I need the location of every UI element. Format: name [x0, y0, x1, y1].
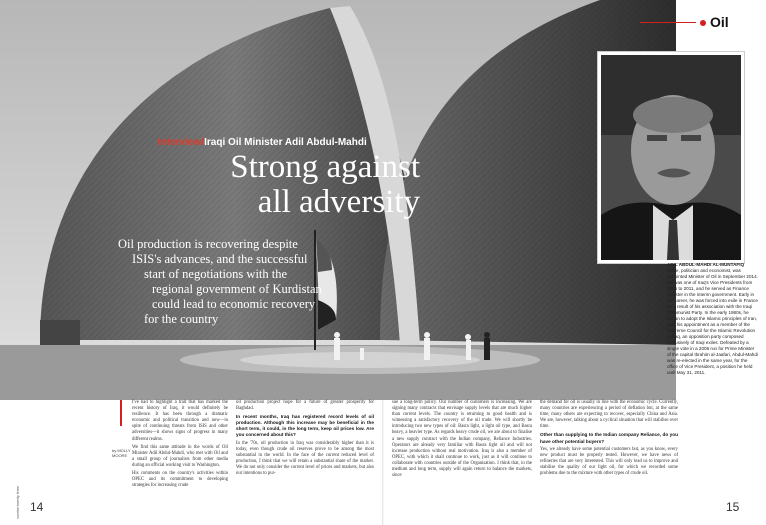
column-4 — [540, 400, 678, 479]
standfirst-line: for the country — [144, 312, 219, 326]
paragraph: oil production project hope for a future of greater prosperity for Baghdad. — [236, 400, 374, 412]
section-label: Oil — [710, 14, 729, 30]
standfirst-line: could lead to economic recovery — [152, 297, 316, 311]
headline — [120, 150, 420, 220]
page-number-right: 15 — [726, 500, 740, 514]
paragraph: the demand for oil is usually in line with the economic cycle. Currently, many countries are experiencing a period of deflation but, at the same time, many others are expecting to recover, especially China and Asia. We are, however, talking about a cyclical situation that will stabilise over time. — [540, 400, 678, 430]
paragraph: His comments on the country's activities within OPEC and its commitment to developing strategies for increasing crude — [132, 471, 228, 489]
portrait-caption — [667, 262, 759, 376]
page-number-left: 14 — [30, 500, 44, 514]
standfirst-line: start of negotiations with the — [144, 267, 288, 281]
caption-text: Shiite, politician and economist, was appointed Minister of Oil in September 2014. He was one of Iraq's Vice Presidents from 2005 to 2011, and he served as Finance Minister in the interim government. Early in his career, he was forced into exile in France as a result of his association with the Iraqi Communist Party. In the early 1980s, he began to adopt the Islamic principles of Iran, until his appointment as a member of the Supreme Council for the Islamic Revolution in Iraq, an opposition party composed exclusively of Iraqi exiles. Defeated by a single vote in a 2006 run for Prime Minister of the capital Ibrahim al-Jaafari, Abdul-Mahdi was re-elected in the same year, for the office of Vice President, a position he held until May 31, 2011. — [667, 268, 758, 375]
section-tag — [700, 14, 729, 30]
byline-by: by MOLLY — [112, 448, 131, 453]
paragraph: We find this same attitude in the words of Oil Minister Adil Abdul-Mahdi, who met with Oil and a small group of journalists from other media during an official working visit to Washington. — [132, 444, 228, 468]
kicker-text: Iraqi Oil Minister Adil Abdul-Mahdi — [204, 137, 367, 148]
paragraph: Yes, we already have some potential customers but, as you know, every new product must be properly tested. However, we have news of refineries that are very interested. This will only lead us to improve and stabilise the quality of our light oil, for which we recorded some problems due to the mixture with other types of crude oil. — [540, 446, 678, 477]
kicker-prefix: Interview/ — [158, 137, 205, 148]
interview-question: Other than supplying to the Indian company Reliance, do you have other potential buyers? — [540, 432, 678, 444]
paragraph: I've had to highlight a trait that has marked the recent history of Iraq, it would definitely be resilience. It has been through a dramatic economic and political transition and now—in spite of continuing threats from ISIS and other adversities—it shows signs of progress in many different realms. — [132, 400, 228, 442]
standfirst-line: regional government of Kurdistan — [152, 282, 322, 296]
byline — [112, 448, 131, 458]
column-1 — [132, 400, 228, 491]
section-dot-icon — [700, 20, 706, 26]
paragraph: sue a long-term policy. Our number of customers is increasing. We are signing many contracts that envisage supply levels that are much higher than current levels. The country is returning to good health and is witnessing a satisfactory recovery of the oil trade. We will shortly be introducing two new types of oil: Basra light, a light oil type, and Basra heavy, a heavier type. As regards heavy crude oil, we are about to finalise a new supply contract with the Indian company, Reliance Industries. Operators are already very familiar with Basra light oil and will not increase production without real motivation. Iraq is also a member of OPEC, with which it shall continue to work, just as it will continue to collaborate with countries outside of the Organisation. I think that, in the medium and long term, supply will again return to balance the markets, since — [392, 400, 532, 479]
paragraph: In the '70s, oil production in Iraq was considerably higher than it is today, even though crude oil reserves prove to be among the most substantial in the world. In the face of the current reduced level of production, I think that we will retain a substantial share of the market. We do not only consider the current level of prices and markets, but also our intentions to pur- — [236, 440, 374, 477]
standfirst-line: ISIS's advances, and the successful — [132, 252, 308, 266]
byline-rule — [120, 400, 122, 426]
headline-line-1: Strong against — [230, 149, 420, 185]
caption-name: ADIL ABDUL-MAHDI AL-MUNTAFIQ — [667, 262, 745, 267]
minister-portrait — [598, 52, 744, 263]
spread-gutter — [382, 400, 384, 525]
column-3 — [392, 400, 532, 481]
interview-question: In recent months, Iraq has registered record levels of oil production. Although this increase may be beneficial in the short term, it could, in the long term, keep oil prices low. Are you concerned about this? — [236, 414, 374, 438]
magazine-issue: number twenty three — [16, 486, 20, 519]
standfirst — [118, 237, 348, 327]
standfirst-line: Oil production is recovering despite — [118, 237, 298, 251]
byline-name: MOORE — [112, 453, 128, 458]
kicker — [158, 137, 367, 148]
headline-line-2: all adversity — [257, 184, 420, 220]
column-2 — [236, 400, 374, 479]
section-rule — [640, 22, 696, 23]
